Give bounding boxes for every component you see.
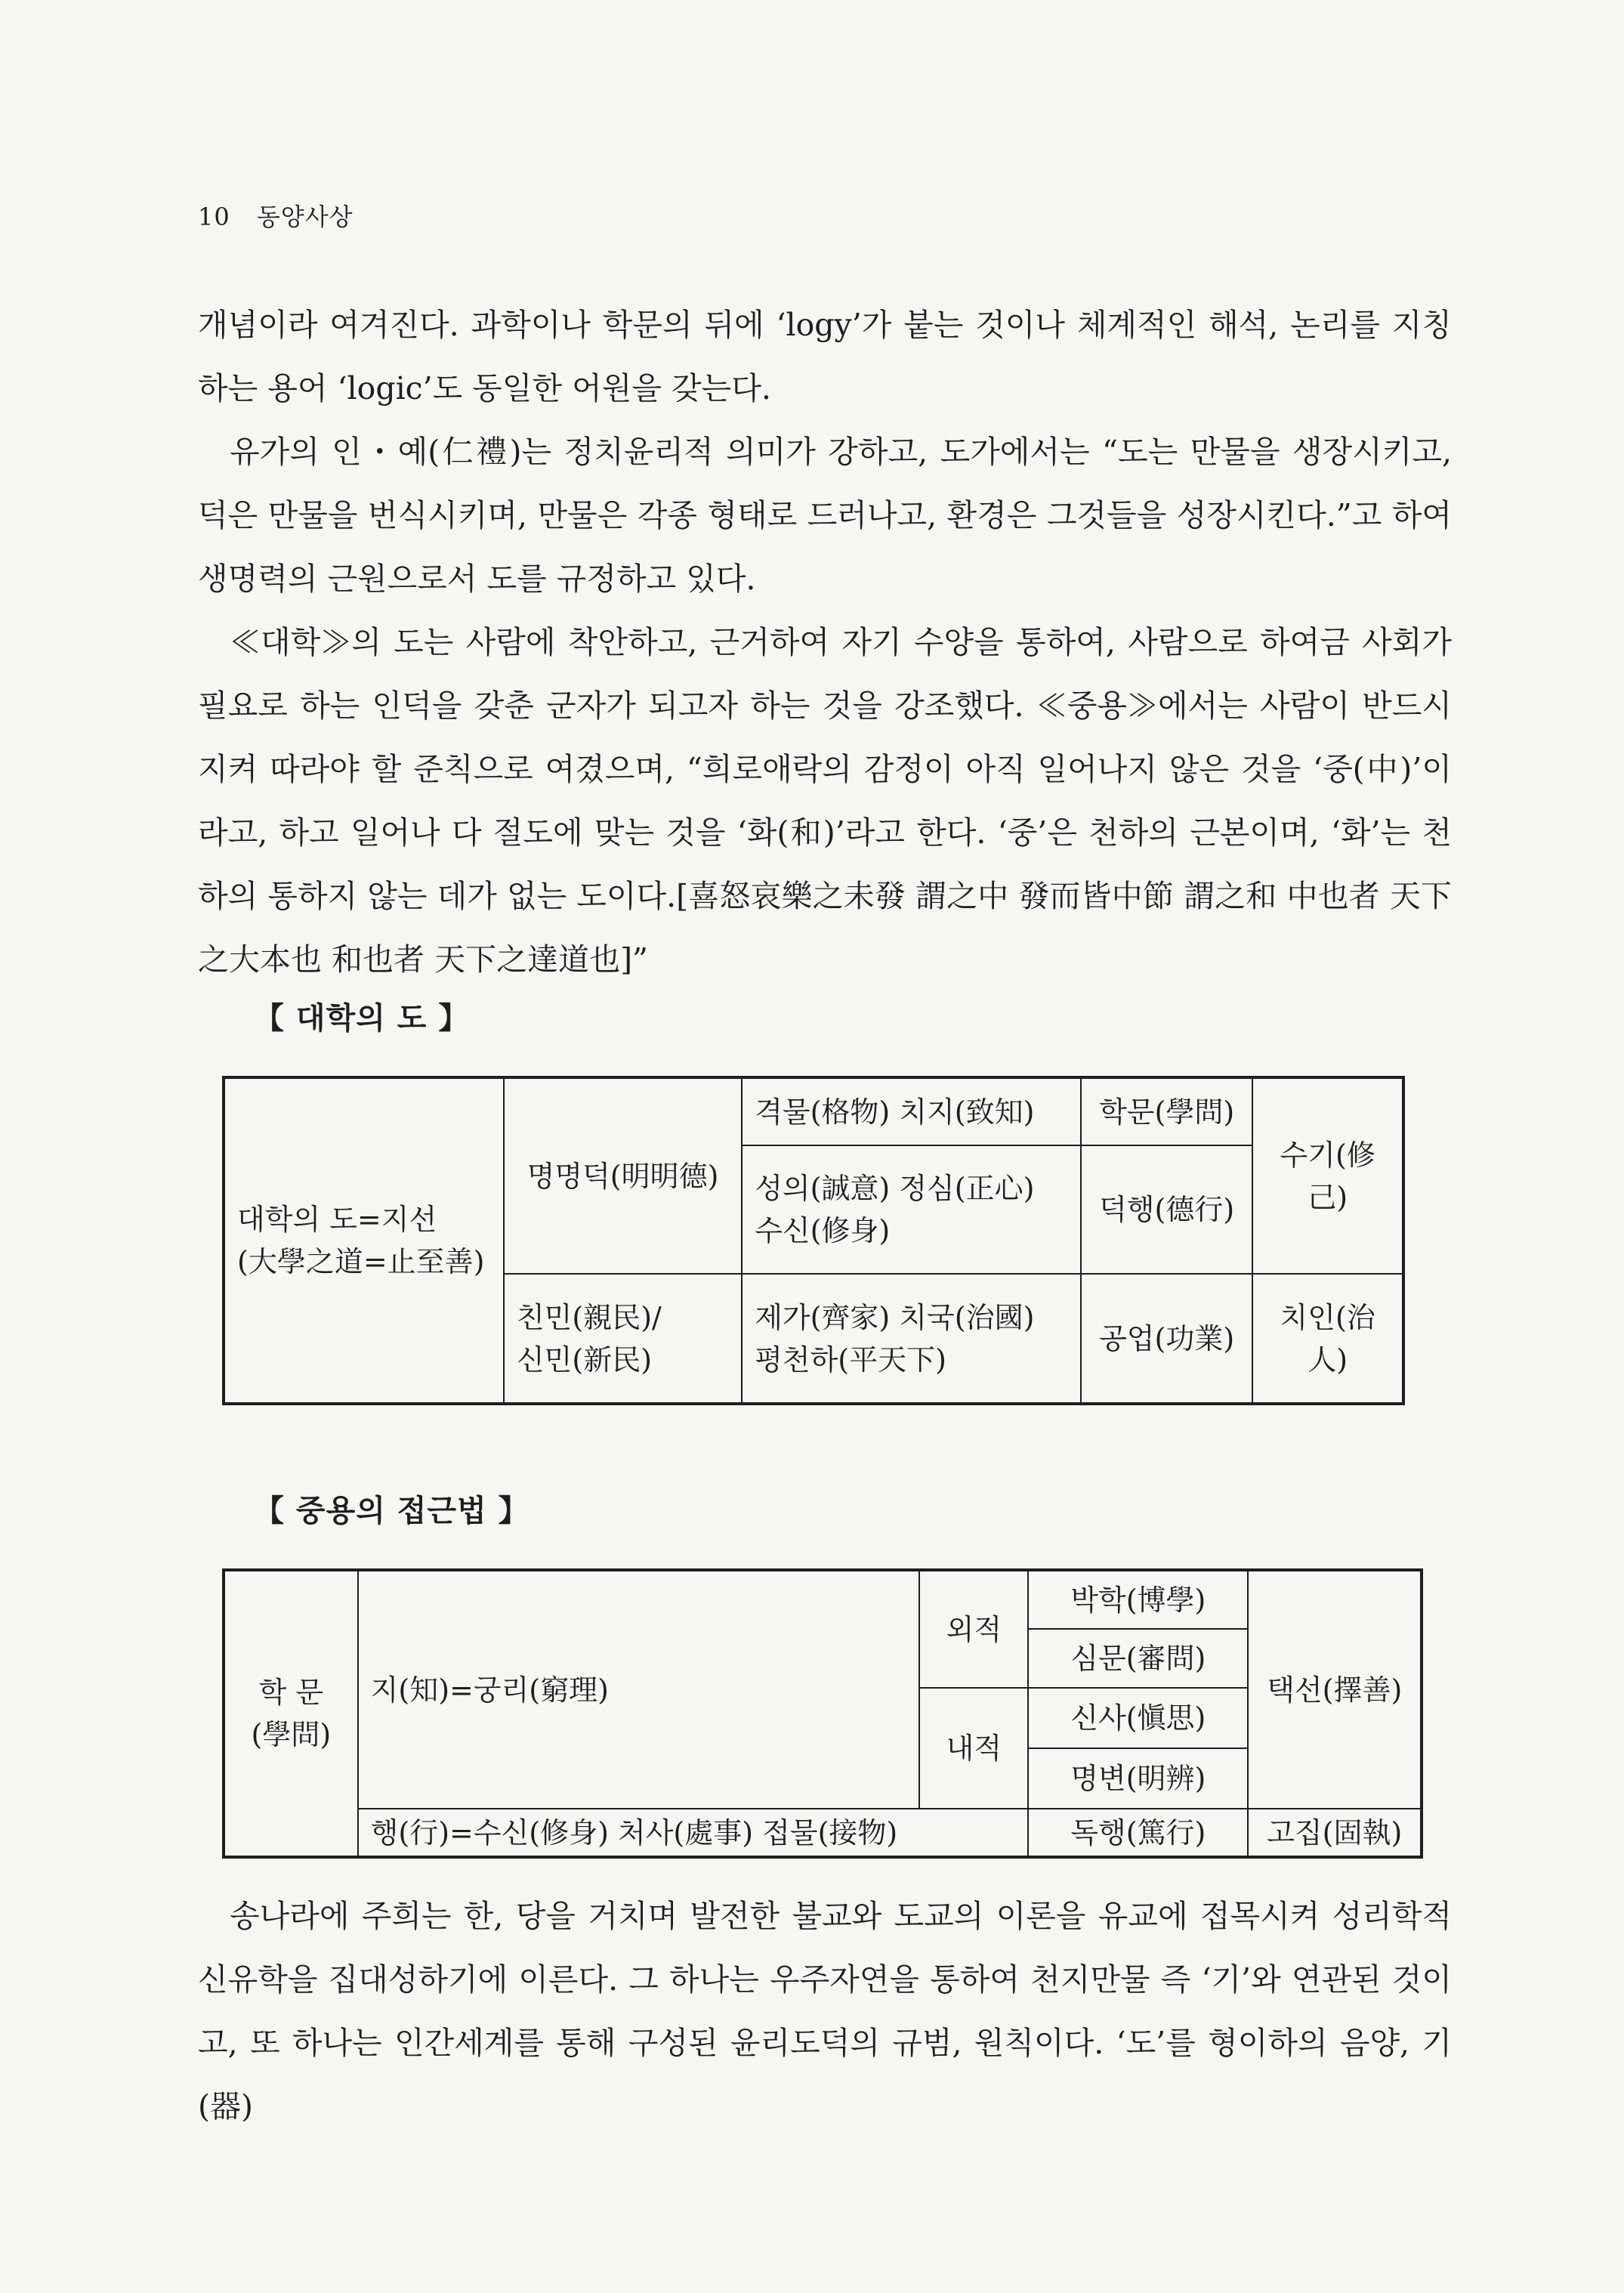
page-number: 10 <box>198 202 230 231</box>
paragraph-4: 송나라에 주희는 한, 당을 거치며 발전한 불교와 도교의 이론을 유교에 접목시켜 성리학적 신유학을 집대성하기에 이른다. 그 하나는 우주자연을 통하여 천지만물 즉 ‘기’와 연관된 것이고, 또 하나는 인간세계를 통해 구성된 윤리도덕의 규범, 원칙이다. ‘도’를 형이하의 음양, 기(器) <box>198 1898 1452 2125</box>
naejeok-cell: 내적 <box>919 1688 1028 1809</box>
daehak-row1-steps: 격물(格物) 치지(致知) <box>742 1077 1081 1145</box>
daehak-row3-area: 공업(功業) <box>1081 1274 1252 1404</box>
bakhak-cell: 박학(博學) <box>1028 1570 1248 1629</box>
sinsa-cell: 신사(愼思) <box>1028 1688 1248 1748</box>
suki-cell: 수기(修己) <box>1252 1077 1403 1274</box>
jungyong-table <box>222 1568 1423 1859</box>
jungyong-table-title: 【 중용의 접근법 】 <box>254 1494 529 1528</box>
page-header <box>198 198 354 233</box>
daehak-row2-area: 덕행(德行) <box>1081 1145 1252 1274</box>
ji-gungni-cell: 지(知)=궁리(窮理) <box>358 1570 920 1809</box>
myeongmyeongdeok-cell: 명명덕(明明德) <box>504 1077 742 1274</box>
daehak-row1-area: 학문(學問) <box>1081 1077 1252 1145</box>
taekseon-cell: 택선(擇善) <box>1248 1570 1422 1809</box>
daehak-row2-steps: 성의(誠意) 정심(正心) 수신(修身) <box>742 1145 1081 1274</box>
dokhaeng-cell: 독행(篤行) <box>1028 1809 1248 1857</box>
daehak-root-cell: 대학의 도=지선 (大學之道=止至善) <box>224 1077 504 1404</box>
daehak-table-title: 【 대학의 도 】 <box>254 1001 470 1036</box>
simmun-cell: 심문(審問) <box>1028 1629 1248 1688</box>
haeng-cell: 행(行)=수신(修身) 처사(處事) 접물(接物) <box>358 1809 1029 1857</box>
daehak-table <box>222 1076 1405 1405</box>
chinmin-cell: 친민(親民)/ 신민(新民) <box>504 1274 742 1404</box>
book-title: 동양사상 <box>256 202 354 231</box>
paragraph-3: ≪대학≫의 도는 사람에 착안하고, 근거하여 자기 수양을 통하여, 사람으로 하여금 사회가 필요로 하는 인덕을 갖춘 군자가 되고자 하는 것을 강조했다. ≪중용≫에서는 사람이 반드시 지켜 따라야 할 준칙으로 여겼으며, “희로애락의 감정이 아직 일어나지 않은 것을 ‘중(中)’이라고, 하고 일어나 다 절도에 맞는 것을 ‘화(和)’라고 한다. ‘중’은 천하의 근본이며, ‘화’는 천하의 통하지 않는 데가 없는 도이다.[喜怒哀樂之未發 謂之中 發而皆中節 謂之和 中也者 天下之大本也 和也者 天下之達道也]” <box>198 624 1452 978</box>
daehak-row3-steps: 제가(齊家) 치국(治國) 평천하(平天下) <box>742 1274 1081 1404</box>
myeongbyeon-cell: 명변(明辨) <box>1028 1748 1248 1809</box>
chiin-cell: 치인(治人) <box>1252 1274 1403 1404</box>
paragraph-2: 유가의 인・예(仁禮)는 정치윤리적 의미가 강하고, 도가에서는 “도는 만물을 생장시키고, 덕은 만물을 번식시키며, 만물은 각종 형태로 드러나고, 환경은 그것들을 성장시킨다.”고 하여 생명력의 근원으로서 도를 규정하고 있다. <box>198 434 1452 597</box>
oejeok-cell: 외적 <box>919 1570 1028 1688</box>
jungyong-root-cell: 학 문 (學問) <box>224 1570 358 1857</box>
gojip-cell: 고집(固執) <box>1248 1809 1422 1857</box>
paragraph-1: 개념이라 여겨진다. 과학이나 학문의 뒤에 ‘logy’가 붙는 것이나 체계적인 해석, 논리를 지칭하는 용어 ‘logic’도 동일한 어원을 갖는다. <box>198 307 1452 406</box>
